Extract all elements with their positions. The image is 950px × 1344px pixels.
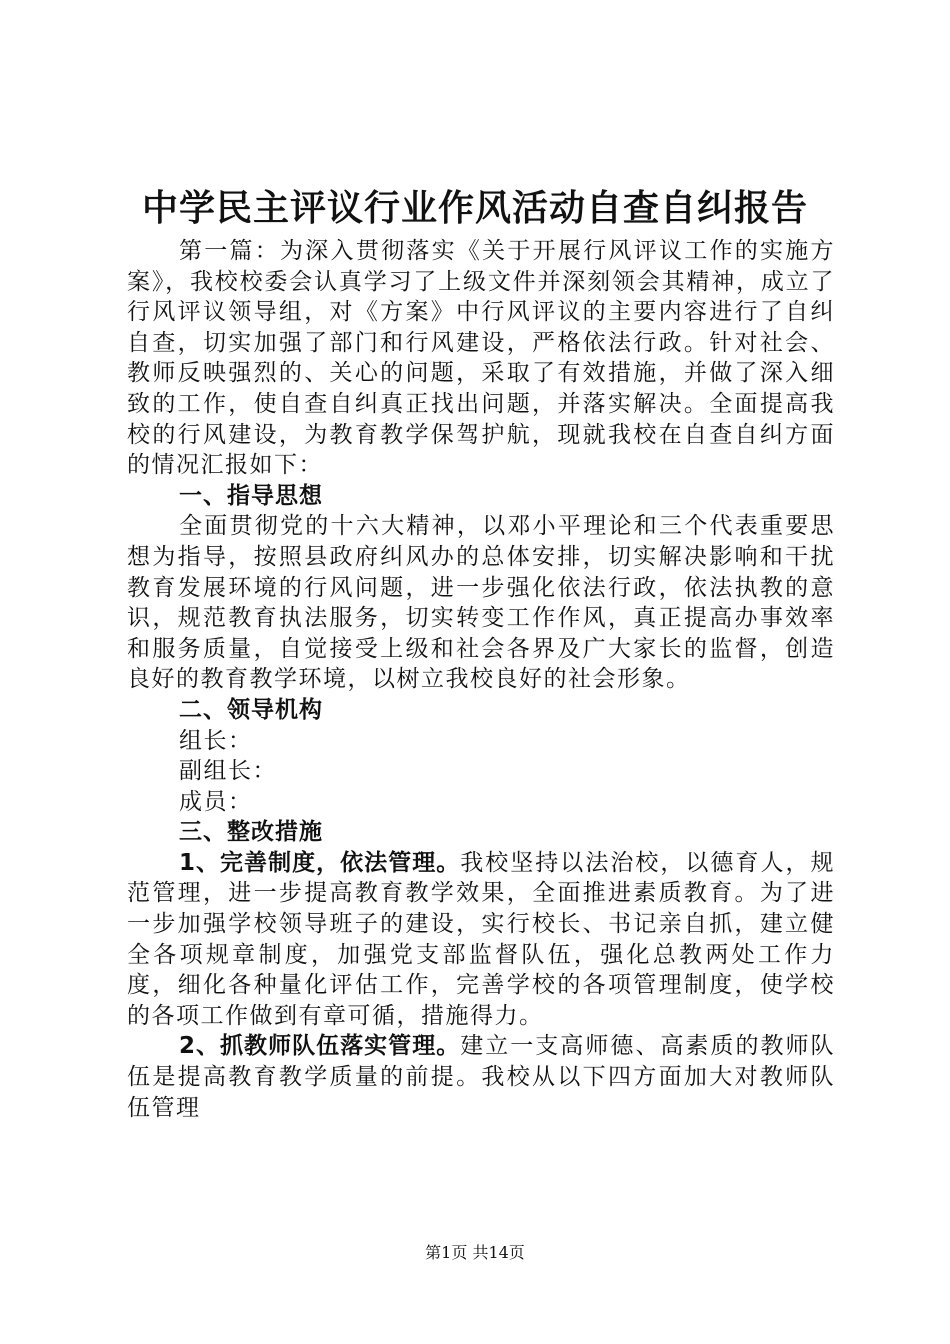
measure-item-2-lead: 2、抓教师队伍落实管理。 (179, 1033, 461, 1060)
measure-item-1-lead: 1、完善制度，依法管理。 (179, 849, 461, 876)
measure-item-2 (127, 1031, 835, 1123)
measure-item-2-body: 建立一支高师德、高素质的教师队伍是提高教育教学质量的前提。我校从以下四方面加大对教师队伍管理 (127, 1033, 835, 1121)
section-heading-guiding-ideology: 一、指导思想 (179, 482, 323, 509)
leader-field: 组长： (179, 727, 253, 754)
section-heading-leadership: 二、领导机构 (179, 696, 323, 723)
section-heading-measures: 三、整改措施 (179, 819, 323, 846)
document-title: 中学民主评议行业作风活动自查自纠报告 (141, 188, 808, 229)
intro-paragraph: 第一篇：为深入贯彻落实《关于开展行风评议工作的实施方案》，我校校委会认真学习了上级文件并深刻领会其精神，成立了行风评议领导组，对《方案》中行风评议的主要内容进行了自纠自查，切实加强了部门和行风建设，严格依法行政。针对社会、教师反映强烈的、关心的问题，采取了有效措施，并做了深入细致的工作，使自查自纠真正找出问题，并落实解决。全面提高我校的行风建设，为教育教学保驾护航，现就我校在自查自纠方面的情况汇报如下： (127, 238, 835, 479)
guiding-ideology-paragraph: 全面贯彻党的十六大精神，以邓小平理论和三个代表重要思想为指导，按照县政府纠风办的总体安排，切实解决影响和干扰教育发展环境的行风问题，进一步强化依法行政，依法执教的意识，规范教育执法服务，切实转变工作作风，真正提高办事效率和服务质量，自觉接受上级和社会各界及广大家长的监督，创造良好的教育教学环境，以树立我校良好的社会形象。 (127, 513, 835, 693)
page-footer: 第1页 共14页 (425, 1243, 525, 1262)
deputy-leader-field: 副组长： (179, 758, 277, 785)
measure-item-1 (127, 848, 835, 1032)
measure-item-1-body: 我校坚持以法治校，以德育人，规范管理，进一步提高教育教学效果，全面推进素质教育。为了进一步加强学校领导班子的建设，实行校长、书记亲自抓，建立健全各项规章制度，加强党支部监督队伍，强化总教两处工作力度，细化各种量化评估工作，完善学校的各项管理制度，使学校的各项工作做到有章可循，措施得力。 (127, 849, 835, 1029)
document-body (127, 236, 835, 1123)
members-field: 成员： (179, 788, 253, 815)
